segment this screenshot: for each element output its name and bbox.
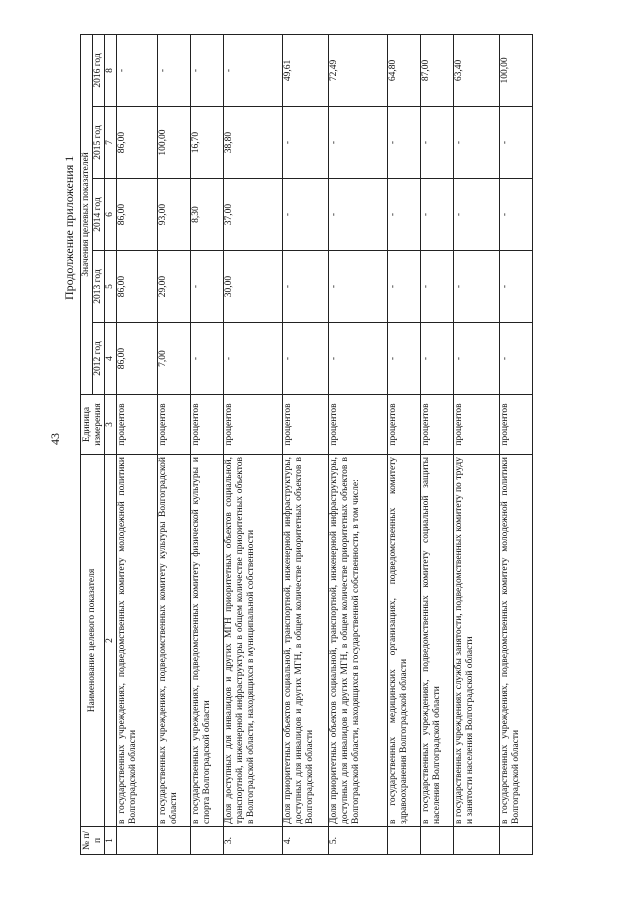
value-cell: 37,00 bbox=[224, 179, 283, 251]
unit-cell: процентов bbox=[283, 395, 329, 455]
value-cell: 8,30 bbox=[191, 179, 224, 251]
column-number: 1 bbox=[105, 827, 117, 855]
value-cell: - bbox=[500, 107, 533, 179]
value-cell: 86,00 bbox=[117, 107, 158, 179]
indicator-name: Доля доступных для инвалидов и других МГН приоритетных объектов социальной, транспортной, инженерной инфраструктуры в общем количестве приоритетных объектов в Волгоградской области, находящихся в муниципальной собственности bbox=[224, 455, 283, 827]
value-cell: - bbox=[454, 251, 500, 323]
value-cell: - bbox=[191, 34, 224, 106]
value-cell: - bbox=[421, 323, 454, 395]
row-number bbox=[388, 827, 421, 855]
value-cell: - bbox=[329, 107, 388, 179]
row-number: 5. bbox=[329, 827, 388, 855]
value-cell: - bbox=[158, 34, 191, 106]
indicator-name: в государственных учреждениях, подведомственных комитету социальной защиты населения Волгоградской области bbox=[421, 455, 454, 827]
value-cell: 87,00 bbox=[421, 34, 454, 106]
value-cell: - bbox=[224, 323, 283, 395]
table-row bbox=[454, 34, 500, 854]
value-cell: 16,70 bbox=[191, 107, 224, 179]
header-year: 2014 год bbox=[93, 179, 105, 251]
value-cell: - bbox=[191, 251, 224, 323]
value-cell: - bbox=[388, 251, 421, 323]
value-cell: - bbox=[191, 323, 224, 395]
value-cell: - bbox=[283, 323, 329, 395]
value-cell: 72,49 bbox=[329, 34, 388, 106]
value-cell: - bbox=[283, 107, 329, 179]
indicator-name: в государственных учреждениях, подведомственных комитету молодежной политики Волгоградской области bbox=[500, 455, 533, 827]
page-number: 43 bbox=[48, 433, 62, 445]
indicator-name: Доля приоритетных объектов социальной, транспортной, инженерной инфраструктуры, доступных для инвалидов и других МГН, в общем количестве приоритетных объектов в Волгоградской области bbox=[283, 455, 329, 827]
value-cell: - bbox=[283, 179, 329, 251]
value-cell: - bbox=[388, 323, 421, 395]
unit-cell: процентов bbox=[191, 395, 224, 455]
indicator-name: в государственных учреждениях службы занятости, подведомственных комитету по труду и занятости населения Волгоградской области bbox=[454, 455, 500, 827]
row-number bbox=[158, 827, 191, 855]
table-row bbox=[117, 34, 158, 854]
indicator-name: в государственных учреждениях, подведомственных комитету молодежной политики Волгоградской области bbox=[117, 455, 158, 827]
row-number: 3. bbox=[224, 827, 283, 855]
indicator-name: в государственных учреждениях, подведомственных комитету культуры Волгоградской области bbox=[158, 455, 191, 827]
unit-cell: процентов bbox=[329, 395, 388, 455]
value-cell: - bbox=[421, 179, 454, 251]
value-cell: 49,61 bbox=[283, 34, 329, 106]
row-number bbox=[500, 827, 533, 855]
table-row bbox=[329, 34, 388, 854]
value-cell: - bbox=[329, 179, 388, 251]
value-cell: 7,00 bbox=[158, 323, 191, 395]
value-cell: 86,00 bbox=[117, 323, 158, 395]
header-name: Наименование целевого показателя bbox=[81, 455, 105, 827]
table-row bbox=[388, 34, 421, 854]
value-cell: - bbox=[388, 179, 421, 251]
value-cell: 64,80 bbox=[388, 34, 421, 106]
value-cell: - bbox=[283, 251, 329, 323]
value-cell: - bbox=[329, 323, 388, 395]
table-row bbox=[191, 34, 224, 854]
unit-cell: процентов bbox=[500, 395, 533, 455]
row-number: 4. bbox=[283, 827, 329, 855]
unit-cell: процентов bbox=[224, 395, 283, 455]
unit-cell: процентов bbox=[117, 395, 158, 455]
unit-cell: процентов bbox=[158, 395, 191, 455]
value-cell: 29,00 bbox=[158, 251, 191, 323]
unit-cell: процентов bbox=[421, 395, 454, 455]
row-number bbox=[191, 827, 224, 855]
header-year: 2012 год bbox=[93, 323, 105, 395]
row-number bbox=[117, 827, 158, 855]
row-number bbox=[421, 827, 454, 855]
indicator-name: в государственных учреждениях, подведомственных комитету физической культуры и спорта Волгоградской области bbox=[191, 455, 224, 827]
table-row bbox=[421, 34, 454, 854]
table-row bbox=[224, 34, 283, 854]
value-cell: - bbox=[421, 251, 454, 323]
value-cell: - bbox=[388, 107, 421, 179]
value-cell: 86,00 bbox=[117, 251, 158, 323]
header-unit: Единица измерения bbox=[81, 395, 105, 455]
value-cell: 93,00 bbox=[158, 179, 191, 251]
value-cell: 100,00 bbox=[158, 107, 191, 179]
row-number bbox=[454, 827, 500, 855]
column-number: 4 bbox=[105, 323, 117, 395]
value-cell: - bbox=[224, 34, 283, 106]
column-number: 3 bbox=[105, 395, 117, 455]
value-cell: - bbox=[329, 251, 388, 323]
value-cell: - bbox=[454, 179, 500, 251]
value-cell: - bbox=[500, 179, 533, 251]
value-cell: - bbox=[117, 34, 158, 106]
column-number: 5 bbox=[105, 251, 117, 323]
column-number: 8 bbox=[105, 34, 117, 106]
table-row bbox=[500, 34, 533, 854]
indicator-name: Доля приоритетных объектов социальной, транспортной, инженерной инфраструктуры, доступных для инвалидов и других МГН, в общем количестве приоритетных объектов в Волгоградской области, находящихся в государственной собственности, в том числе: bbox=[329, 455, 388, 827]
value-cell: 86,00 bbox=[117, 179, 158, 251]
header-num: № п/п bbox=[81, 827, 105, 855]
unit-cell: процентов bbox=[454, 395, 500, 455]
unit-cell: процентов bbox=[388, 395, 421, 455]
header-year: 2013 год bbox=[93, 251, 105, 323]
header-year: 2016 год bbox=[93, 34, 105, 106]
header-values-group: Значения целевых показателей bbox=[81, 34, 93, 394]
table-row bbox=[283, 34, 329, 854]
column-number: 7 bbox=[105, 107, 117, 179]
header-year: 2015 год bbox=[93, 107, 105, 179]
column-number: 2 bbox=[105, 455, 117, 827]
value-cell: 100,00 bbox=[500, 34, 533, 106]
value-cell: - bbox=[454, 107, 500, 179]
value-cell: - bbox=[421, 107, 454, 179]
value-cell: - bbox=[454, 323, 500, 395]
rotated-table-container bbox=[80, 35, 615, 855]
value-cell: - bbox=[500, 251, 533, 323]
indicators-table bbox=[80, 34, 533, 855]
indicator-name: в государственных медицинских организациях, подведомственных комитету здравоохранения Волгоградской области bbox=[388, 455, 421, 827]
value-cell: 38,80 bbox=[224, 107, 283, 179]
column-number: 6 bbox=[105, 179, 117, 251]
table-row bbox=[158, 34, 191, 854]
value-cell: 63,40 bbox=[454, 34, 500, 106]
continuation-label: Продолжение приложения 1 bbox=[62, 155, 76, 300]
value-cell: - bbox=[500, 323, 533, 395]
value-cell: 30,00 bbox=[224, 251, 283, 323]
table-body bbox=[117, 34, 533, 854]
